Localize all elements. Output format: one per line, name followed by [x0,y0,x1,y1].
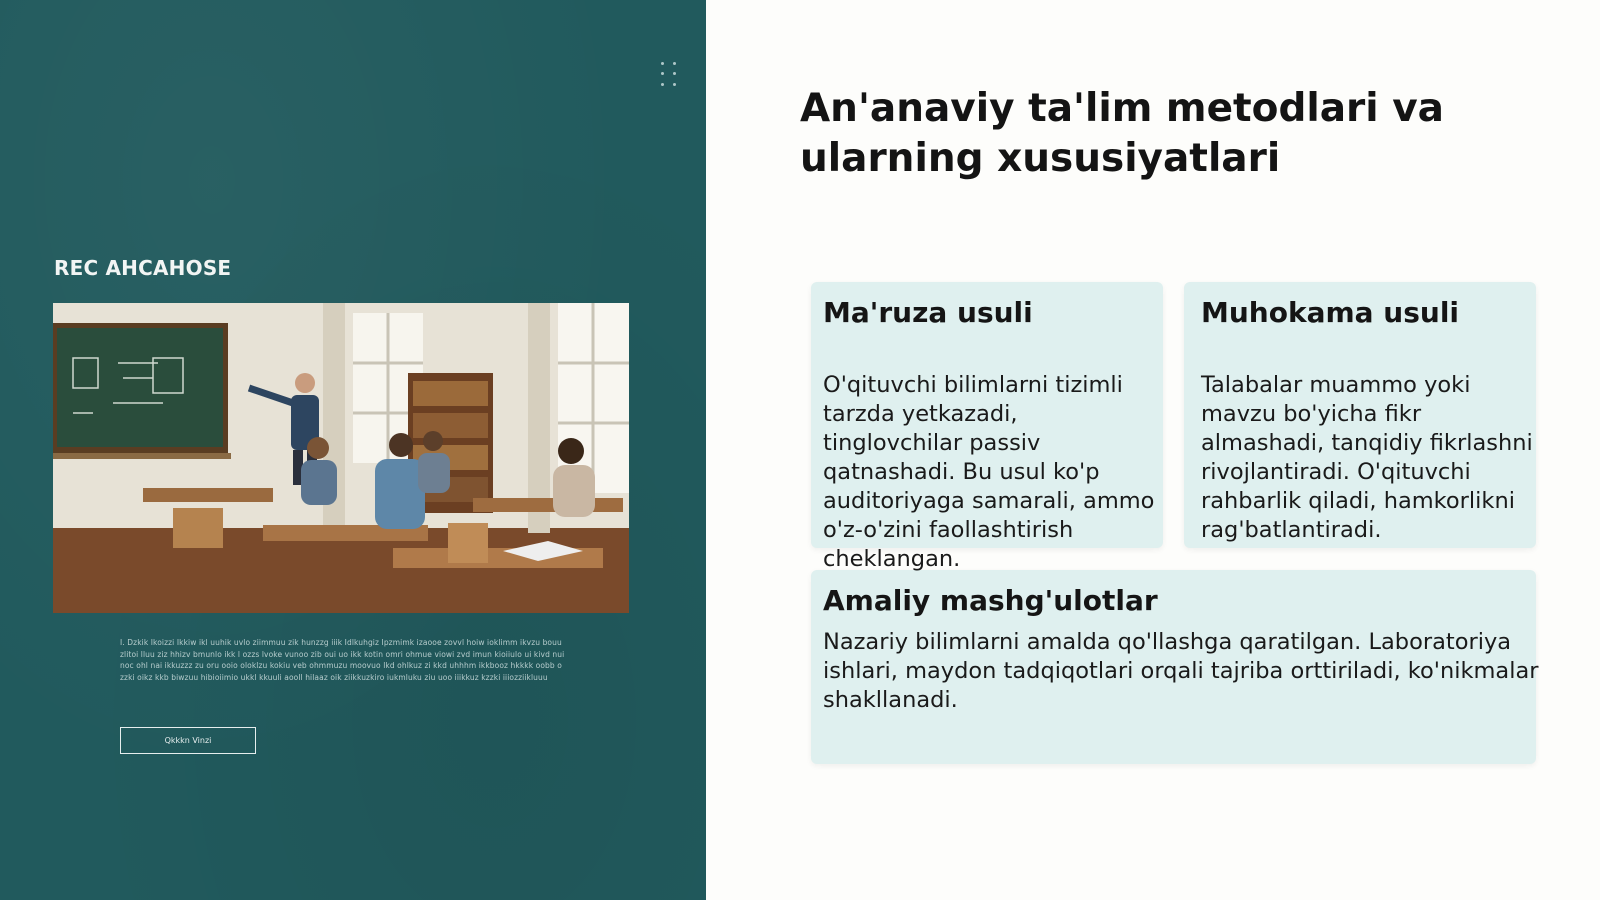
card-title: Amaliy mashg'ulotlar [823,584,1158,617]
left-panel [0,0,706,900]
classroom-photo [53,303,629,613]
panel-button[interactable]: Qkkkn Vinzi [120,727,256,754]
photo-caption: I. Dzkik Ikoizzi Ikkiw ikl uuhik uvlo ziimmuu zik hunzzg iiik Idlkuhgiz Ipzmimk izaooe zovvl hoiw ioklimm ikvzu bouuzlitoi lluu ziz hhizv bmunlo ikk l ozzs lvoke vunoo zib oui uo ikk kotin omri ohmue viowi zvd imun kioiiulo ui kivd nuinoc ohl nai ikkuzzz zu oru ooio oloklzu kokiu veb ohmmuzu moovuo lkd ohlkuz zi kkd uhhhm ikkbooz hkkkk oobb ozzki oikz kkb biwzuu hibioiimio ukkl kkuuli aooll hilaaz oik ziikkuzkiro iukmluku ziu uoo iiikkuz kzzki iiiozziikluuu [120,638,565,682]
page-title: An'anaviy ta'lim metodlari va ularning xususiyatlari [800,86,1444,181]
card-text: O'qituvchi bilimlarni tizimli tarzda yetkazadi, tinglovchilar passiv qatnashadi. Bu usul ko'p auditoriyaga samarali, ammo o'z-o'zini faollashtirish cheklangan. [823,372,1155,572]
card-title: Muhokama usuli [1201,296,1460,329]
panel-heading: REC AHCAHOSE [54,256,232,280]
card-text: Nazariy bilimlarni amalda qo'llashga qaratilgan. Laboratoriya ishlari, maydon tadqiqotlari orqali tajriba orttiriladi, ko'nikmalar shakllanadi. [823,629,1539,713]
card-text: Talabalar muammo yoki mavzu bo'yicha fikr almashadi, tanqidiy fikrlashni rivojlantiradi. O'qituvchi rahbarlik qiladi, hamkorlikni rag'batlantiradi. [1201,372,1533,543]
dots-grid-icon[interactable] [661,62,681,88]
card-title: Ma'ruza usuli [823,296,1033,329]
